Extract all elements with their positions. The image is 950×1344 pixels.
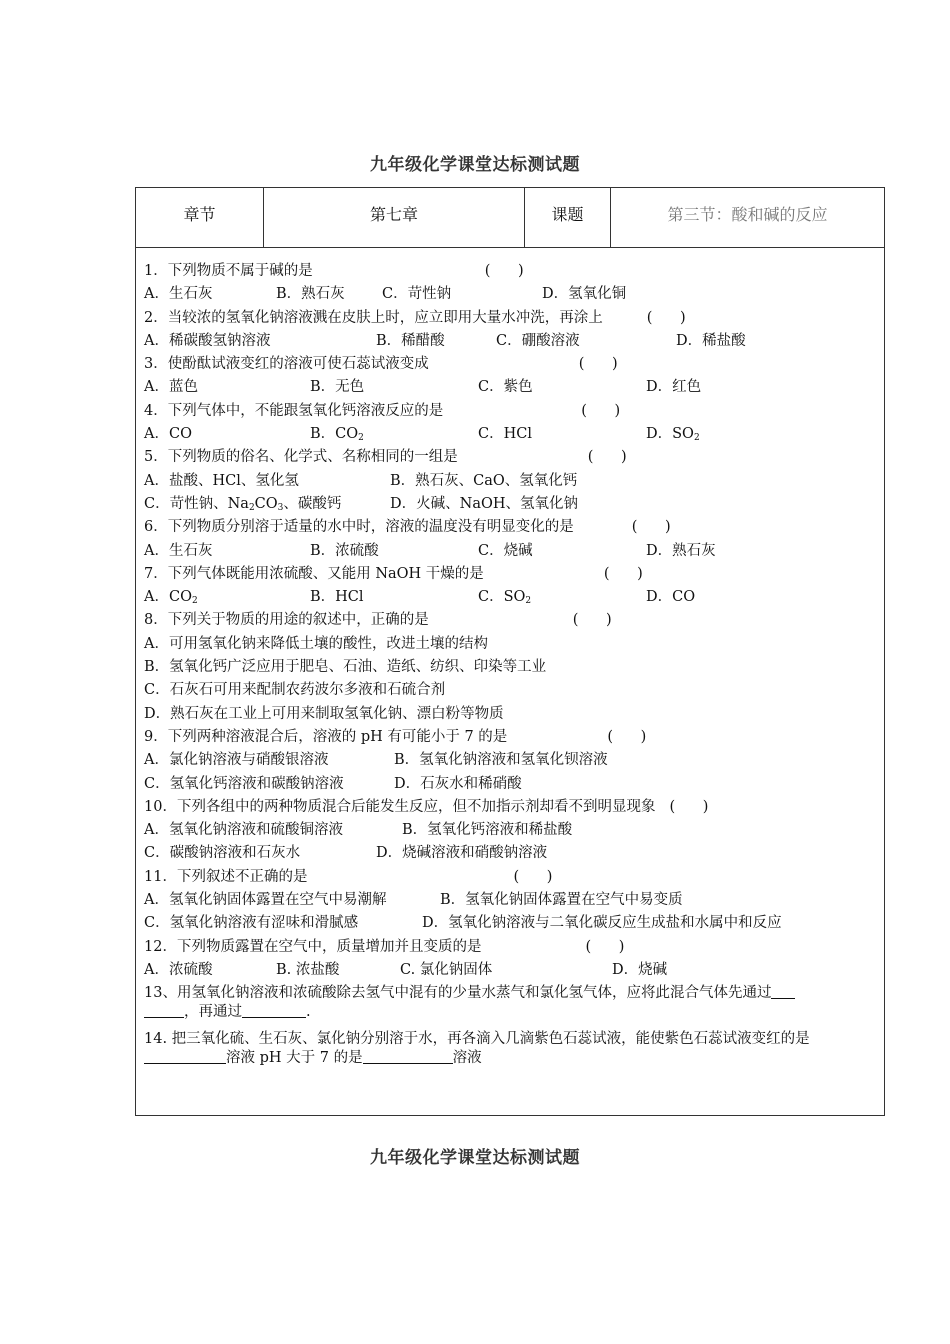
question-5-options-cd: C．苛性钠、$Na_2CO_3$、碳酸钙 D．火碱、NaOH、氢氧化钠	[144, 495, 578, 513]
question-6: 6．下列物质分别溶于适量的水中时，溶液的温度没有明显变化的是 ( )	[144, 519, 671, 536]
question-7-options: A．$CO_2$ B．HCl C．$SO_2$ D．CO	[144, 589, 696, 607]
question-8-option-c: C．石灰石可用来配制农药波尔多液和石硫合剂	[144, 682, 446, 699]
answer-blank[interactable]	[363, 1049, 453, 1064]
question-3: 3．使酚酞试液变红的溶液可使石蕊试液变成 ( )	[144, 356, 618, 373]
topic-label: 课题	[525, 188, 611, 247]
question-7: 7．下列气体既能用浓硫酸、又能用 NaOH 干燥的是 ( )	[144, 565, 643, 582]
question-2-options: A．稀碳酸氢钠溶液 B．稀醋酸 C．硼酸溶液 D．稀盐酸	[144, 332, 746, 349]
quiz-table	[135, 187, 885, 1116]
question-9-options-ab: A．氯化钠溶液与硝酸银溶液 B．氢氧化钠溶液和氢氧化钡溶液	[144, 752, 608, 769]
question-8: 8．下列关于物质的用途的叙述中，正确的是 ( )	[144, 612, 612, 629]
header-row	[136, 188, 884, 248]
question-11-options-ab: A．氢氧化钠固体露置在空气中易潮解 B．氢氧化钠固体露置在空气中易变质	[144, 892, 683, 909]
question-5-options-ab: A．盐酸、HCl、氢化氢 B．熟石灰、CaO、氢氧化钙	[144, 472, 578, 489]
question-5: 5．下列物质的俗名、化学式、名称相同的一组是 ( )	[144, 449, 627, 466]
question-12: 12．下列物质露置在空气中，质量增加并且变质的是 ( )	[144, 938, 625, 955]
question-11: 11．下列叙述不正确的是 ( )	[144, 868, 553, 885]
answer-blank[interactable]	[144, 1003, 184, 1018]
question-10-options-cd: C．碳酸钠溶液和石灰水 D．烧碱溶液和硝酸钠溶液	[144, 845, 548, 862]
question-9: 9．下列两种溶液混合后，溶液的 pH 有可能小于 7 的是 ( )	[144, 728, 647, 745]
question-8-option-d: D．熟石灰在工业上可用来制取氢氧化钠、漂白粉等物质	[144, 705, 504, 722]
question-4-options: A．CO B．$CO_2$ C．HCl D．$SO_2$	[144, 426, 700, 444]
chapter-value: 第七章	[264, 188, 525, 247]
question-13: 13、用氢氧化钠溶液和浓硫酸除去氢气中混有的少量水蒸气和氯化氢气体，应将此混合气体先通过 ，再通过 .	[144, 984, 884, 1022]
chapter-label: 章节	[136, 188, 264, 247]
question-11-options-cd: C．氢氧化钠溶液有涩味和滑腻感 D．氢氧化钠溶液与二氧化碳反应生成盐和水属中和反应	[144, 915, 782, 932]
question-14: 14. 把三氧化硫、生石灰、氯化钠分别溶于水，再各滴入几滴紫色石蕊试液，能使紫色石蕊试液变红的是 溶液 pH 大于 7 的是 溶液	[144, 1031, 810, 1067]
footer-title: 九年级化学课堂达标测试题	[370, 1148, 580, 1168]
question-8-option-a: A．可用氢氧化钠来降低土壤的酸性，改进土壤的结构	[144, 635, 488, 652]
question-3-options: A．蓝色 B．无色 C．紫色 D．红色	[144, 379, 702, 396]
answer-blank[interactable]	[771, 984, 795, 999]
question-2: 2．当较浓的氢氧化钠溶液溅在皮肤上时，应立即用大量水冲洗，再涂上 ( )	[144, 309, 686, 326]
question-8-option-b: B．氢氧化钙广泛应用于肥皂、石油、造纸、纺织、印染等工业	[144, 659, 547, 676]
question-10-options-ab: A．氢氧化钠溶液和硫酸铜溶液 B．氢氧化钙溶液和稀盐酸	[144, 822, 573, 839]
page-title: 九年级化学课堂达标测试题	[370, 155, 580, 175]
question-10: 10．下列各组中的两种物质混合后能发生反应，但不加指示剂却看不到明显现象 ( )	[144, 798, 709, 815]
question-4: 4．下列气体中，不能跟氢氧化钙溶液反应的是 ( )	[144, 402, 621, 419]
question-9-options-cd: C．氢氧化钙溶液和碳酸钠溶液 D．石灰水和稀硝酸	[144, 775, 522, 792]
topic-value: 第三节：酸和碱的反应	[667, 205, 828, 224]
question-12-options: A．浓硫酸 B. 浓盐酸 C. 氯化钠固体 D．烧碱	[144, 961, 668, 978]
question-6-options: A．生石灰 B．浓硫酸 C．烧碱 D．熟石灰	[144, 542, 716, 559]
question-1: 1．下列物质不属于碱的是 ( )	[144, 263, 524, 279]
answer-blank[interactable]	[144, 1049, 226, 1064]
answer-blank[interactable]	[242, 1003, 306, 1018]
question-1-options: A．生石灰 B．熟石灰 C．苛性钠 D．氢氧化铜	[144, 286, 627, 303]
questions-body	[144, 260, 884, 1068]
